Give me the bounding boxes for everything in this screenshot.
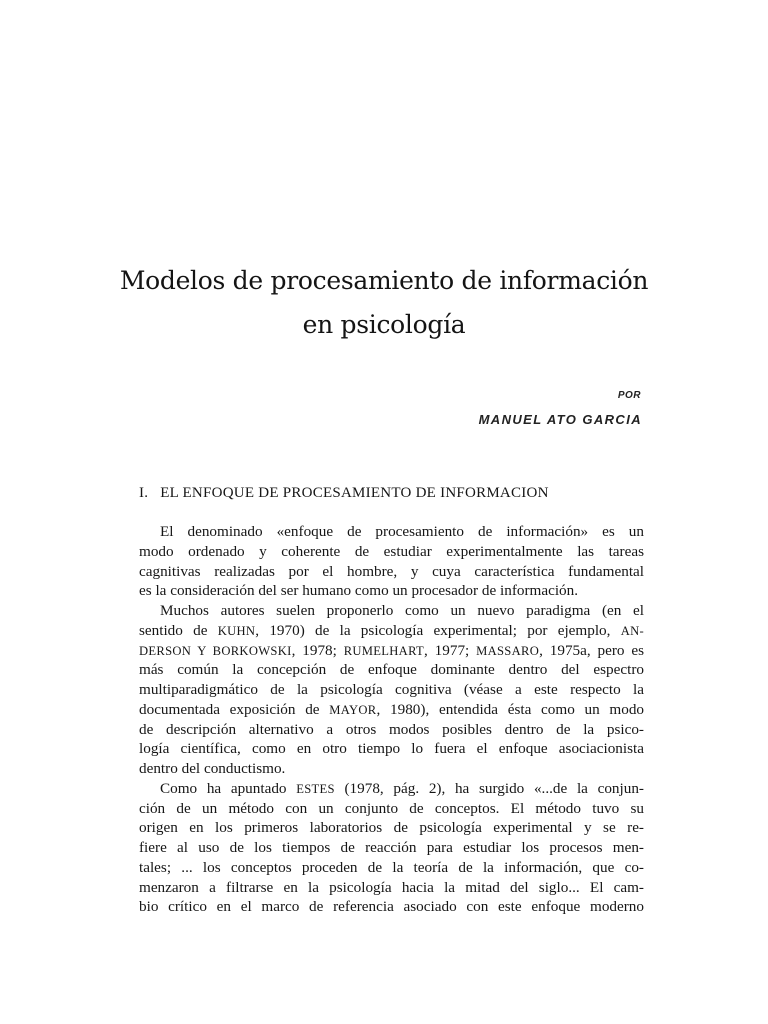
body-line: fiere al uso de los tiempos de reacción para estudiar los procesos men- xyxy=(139,839,644,856)
body-line: bio crítico en el marco de referencia asociado con este enfoque moderno xyxy=(139,898,644,916)
body-line: más común la concepción de enfoque dominante dentro del espectro xyxy=(139,661,644,679)
body-line: ción de un método con un conjunto de conceptos. El método tuvo su xyxy=(139,799,644,817)
body-line: multiparadigmático de la psicología cognitiva (véase a este respecto la xyxy=(139,681,644,698)
body-line: Muchos autores suelen proponerlo como un nuevo paradigma (en el xyxy=(160,602,644,619)
section-number: I. xyxy=(139,485,149,501)
body-line: El denominado «enfoque de procesamiento de información» es un xyxy=(160,523,644,540)
body-line: documentada exposición de MAYOR, 1980), entendida ésta como un modo xyxy=(139,700,645,718)
author-name: MANUEL ATO GARCIA xyxy=(478,412,642,427)
body-line: Como ha apuntado ESTES (1978, pág. 2), ha surgido «...de la conjun- xyxy=(160,779,644,797)
body-line: dentro del conductismo. xyxy=(139,760,286,777)
body-line: origen en los primeros laboratorios de psicología experimental y se re- xyxy=(139,819,644,837)
section-title: EL ENFOQUE DE PROCESAMIENTO DE INFORMACION xyxy=(160,485,549,501)
body-line: modo ordenado y coherente de estudiar experimentalmente las tareas xyxy=(139,542,644,560)
article-title-line-2: en psicología xyxy=(302,310,466,339)
body-line: es la consideración del ser humano como un procesador de información. xyxy=(139,582,579,600)
by-label: POR xyxy=(617,390,641,401)
article-title-line-1: Modelos de procesamiento de información xyxy=(119,266,649,295)
body-line: cagnitivas realizadas por el hombre, y cuya característica fundamental xyxy=(139,562,644,580)
body-line: DERSON Y BORKOWSKI, 1978; RUMELHART, 1977; MASSARO, 1975a, pero es xyxy=(139,641,644,659)
section-heading xyxy=(139,485,549,502)
body-line: menzaron a filtrarse en la psicología hacia la mitad del siglo... El cam- xyxy=(139,878,644,896)
body-line: tales; ... los conceptos proceden de la teoría de la información, que co- xyxy=(139,858,644,876)
body-line: sentido de KUHN, 1970) de la psicología experimental; por ejemplo, AN- xyxy=(139,621,644,639)
body-line: logía científica, como en otro tiempo lo fuera el enfoque asociacionista xyxy=(139,740,644,758)
body-text xyxy=(139,522,644,917)
body-line: de descripción alternativo a otros modos posibles dentro de la psico- xyxy=(139,720,644,738)
